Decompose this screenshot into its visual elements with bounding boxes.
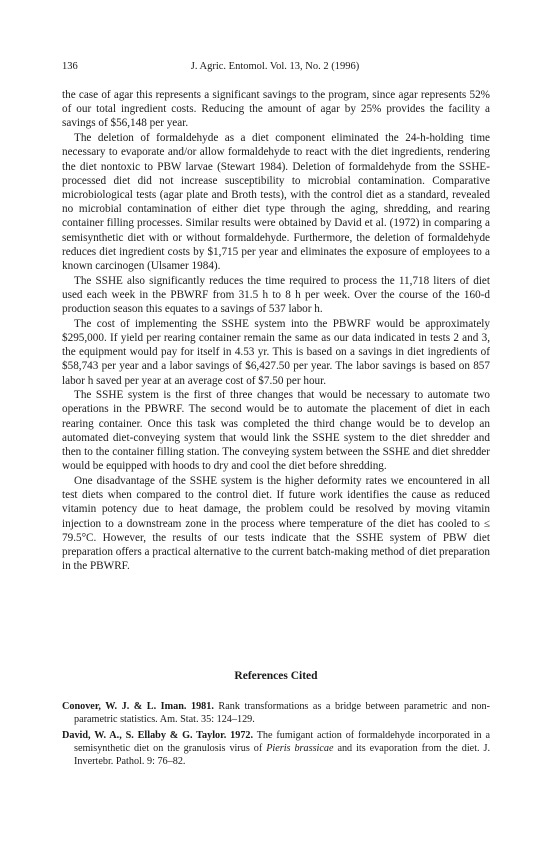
references-heading: References Cited [234, 670, 318, 682]
reference-authors: Conover, W. J. & L. Iman. [62, 701, 187, 712]
reference-text: The fumigant action of formaldehyde incorporated in a semisynthetic diet on the granulosis virus of [74, 730, 490, 754]
body-paragraph: The cost of implementing the SSHE system into the PBWRF would be approximately $295,000. If yield per rearing container remain the same as our data indicated in tests 2 and 3, the equipment would pay for itself in 4.53 yr. This is based on a savings in diet ingredients of $58,743 per year and a labor savings of $6,427.50 per year. The labor savings is based on 857 labor h saved per year at an average cost of $7.50 per hour. [62, 317, 490, 387]
reference-authors: David, W. A., S. Ellaby & G. Taylor. [62, 730, 227, 741]
body-paragraph: The deletion of formaldehyde as a diet component eliminated the 24-h-holding time necessary to evaporate and/or allow formaldehyde to react with the diet ingredients, rendering the diet nontoxic to PBW larvae (Stewart 1984). Deletion of formaldehyde from the SSHE-processed diet did not increase susceptibility to microbial contamination. Comparative microbiological tests (agar plate and Broth tests), with the control diet as a standard, revealed no microbial contamination of either diet type through the aging, shredding, and rearing container filling processes. Similar results were obtained by David et al. (1972) in comparing a semisynthetic diet with or without formaldehyde. Furthermore, the deletion of formaldehyde reduces diet ingredient costs by $1,715 per year and eliminates the exposure of employees to a known carcinogen (Ulsamer 1984). [62, 132, 490, 272]
journal-citation: J. Agric. Entomol. Vol. 13, No. 2 (1996) [190, 61, 360, 72]
reference-item [62, 729, 490, 768]
body-paragraph: The SSHE system is the first of three changes that would be necessary to automate two operations in the PBWRF. The second would be to automate the placement of diet in each rearing container. Once this task was completed the third change would be to develop an automated diet-conveying system that would link the SSHE system to the diet shredder and then to the container filling station. The conveying system between the SSHE and diet shredder would be equipped with hoods to dry and cool the diet before shredding. [62, 389, 490, 473]
reference-text-continued: and its evaporation from the diet. J. Invertebr. Pathol. 9: 76–82. [74, 743, 491, 767]
references-list [62, 700, 490, 771]
article-body [62, 88, 490, 574]
reference-year: 1981. [190, 701, 214, 712]
reference-item [62, 700, 490, 726]
reference-year: 1972. [230, 730, 254, 741]
species-name: Pieris brassicae [266, 743, 334, 754]
body-paragraph: The SSHE also significantly reduces the time required to process the 11,718 liters of diet used each week in the PBWRF from 31.5 h to 8 h per week. Over the course of the 160-d production season this equates to a savings of 537 labor h. [62, 274, 490, 316]
body-paragraph: One disadvantage of the SSHE system is the higher deformity rates we encountered in all test diets when compared to the control diet. If future work identifies the cause as reduced vitamin potency due to heat damage, the problem could be resolved by moving vitamin injection to a downstream zone in the process where temperature of the diet has cooled to ≤ 79.5°C. However, the results of our tests indicate that the SSHE system of PBW diet preparation offers a practical alternative to the current batch-making method of diet preparation in the PBWRF. [62, 474, 490, 573]
reference-text: Rank transformations as a bridge between parametric and non-parametric statistics. Am. Stat. 35: 124–129. [74, 701, 490, 725]
page-number: 136 [62, 61, 78, 72]
body-paragraph: the case of agar this represents a significant savings to the program, since agar represents 52% of our total ingredient costs. Reducing the amount of agar by 25% provides the facility a savings of $56,148 per year. [62, 89, 490, 130]
